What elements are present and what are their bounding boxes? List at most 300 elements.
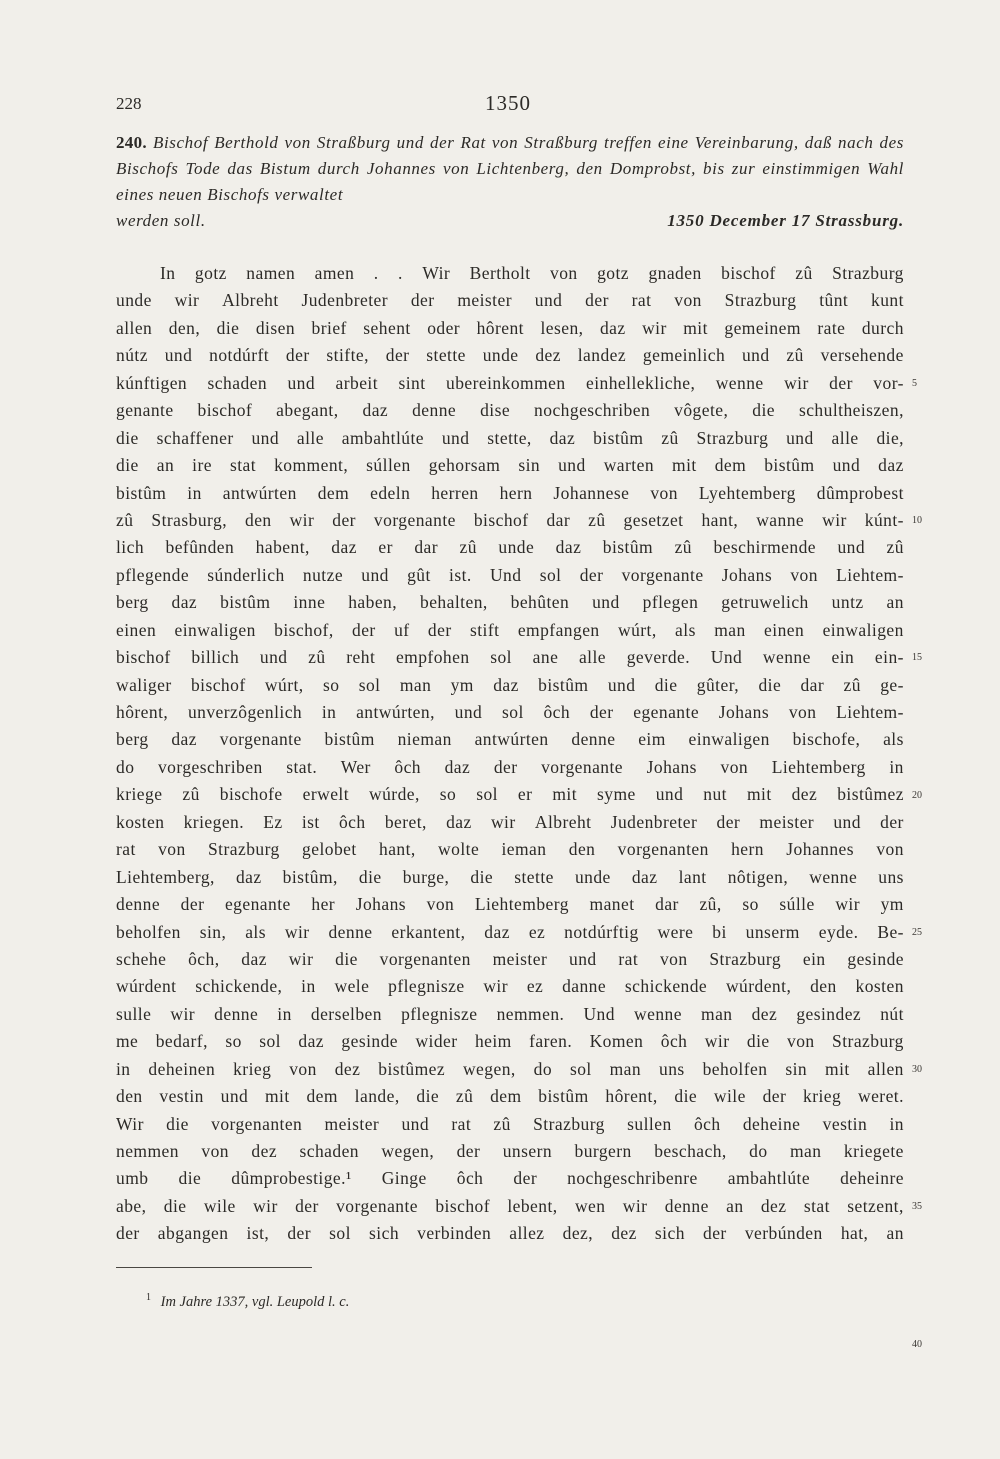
word: nôtigen, — [727, 866, 789, 887]
word: pflegende — [116, 564, 190, 585]
word: ôch — [543, 702, 571, 722]
word: in — [277, 1003, 292, 1024]
word: so — [225, 1031, 242, 1052]
word: umb — [116, 1168, 149, 1189]
word: zû — [786, 345, 804, 366]
word: gût — [407, 564, 431, 585]
word: súllen — [366, 455, 411, 476]
word: gesindez — [796, 1003, 862, 1024]
text-line — [116, 1138, 904, 1165]
word: dar — [546, 509, 571, 530]
word: Johans — [721, 564, 773, 585]
word: untz — [831, 592, 864, 613]
word: heim — [474, 1031, 512, 1052]
word: wir — [170, 1003, 196, 1024]
word: Strazburg — [832, 263, 904, 283]
text-line — [116, 919, 904, 946]
word: Strazburg — [533, 1113, 605, 1134]
word: bistûm — [764, 455, 815, 476]
word: einen — [116, 619, 157, 640]
word: an — [156, 455, 175, 476]
word: Liehtem- — [836, 702, 904, 722]
word: lande, — [354, 1086, 400, 1107]
word: wir — [253, 1195, 278, 1216]
word: do — [533, 1058, 553, 1079]
word: genante — [116, 400, 174, 421]
word: eim — [638, 729, 666, 750]
word: nochgeschribenre — [567, 1168, 698, 1189]
word: an — [726, 1195, 744, 1216]
word: hôrent — [476, 317, 524, 338]
word: uns — [878, 866, 904, 887]
text-line — [116, 973, 904, 1000]
word: danne — [562, 976, 607, 997]
word: bistûmez — [378, 1058, 446, 1079]
word: die — [654, 674, 678, 695]
charter-text — [116, 260, 904, 1248]
word: stette, — [487, 427, 532, 448]
word: verbinden — [417, 1223, 492, 1244]
word: dem — [714, 455, 747, 476]
word: daz — [493, 674, 519, 695]
word: nieman — [397, 729, 452, 750]
word: in — [116, 1058, 131, 1079]
word: bistûm — [220, 592, 271, 613]
word: vor- — [873, 372, 904, 393]
word: unsern — [502, 1141, 553, 1161]
word: ubereinkommen — [446, 372, 566, 393]
word: Und — [583, 1003, 615, 1024]
word: dez — [791, 784, 818, 805]
word: notdúrftig — [564, 921, 639, 942]
word: Albreht — [222, 290, 279, 311]
word: die — [166, 1113, 189, 1134]
word: egenante — [224, 894, 291, 915]
word: der — [493, 756, 518, 777]
word: wegen, — [462, 1058, 516, 1079]
word: von — [674, 290, 702, 311]
word: wir — [490, 811, 516, 832]
text-line — [116, 342, 904, 369]
word: beholfen — [116, 921, 181, 942]
regest-summary-end: werden soll. — [116, 211, 206, 230]
word: und — [441, 427, 470, 448]
word: zû — [674, 537, 692, 558]
word: lant — [678, 866, 707, 887]
word: durch — [861, 317, 904, 338]
word: nemmen. — [496, 1003, 565, 1024]
text-line — [116, 1111, 904, 1138]
word: dûmprobestige.¹ — [231, 1168, 352, 1189]
word: weret. — [857, 1086, 904, 1107]
word: antwúrten — [474, 729, 549, 750]
word: kosten — [116, 811, 165, 832]
word: ym — [880, 894, 904, 915]
word: und — [569, 948, 597, 969]
word: empfangen — [517, 619, 600, 640]
word: Ez — [263, 811, 283, 832]
word: antwúrten, — [356, 702, 435, 722]
word: sullen — [627, 1113, 672, 1134]
footnote-mark: 1 — [146, 1292, 151, 1303]
word: vorgenanten — [617, 839, 709, 860]
word: berg — [116, 592, 149, 613]
word: wir — [622, 1195, 648, 1216]
text-line — [116, 946, 904, 973]
word: ein — [831, 647, 855, 668]
word: dar — [414, 537, 439, 558]
text-line — [116, 260, 904, 287]
word: ire — [192, 455, 212, 476]
word: derselben — [310, 1003, 382, 1024]
word: und — [607, 674, 636, 695]
word: von — [876, 839, 904, 860]
word: Johans — [355, 894, 407, 915]
word: wenne — [715, 372, 764, 393]
margin-line-number: 30 — [912, 1064, 922, 1076]
word: in — [321, 702, 337, 722]
word: unde — [574, 866, 611, 887]
word: von — [788, 702, 817, 722]
word: und — [558, 455, 586, 476]
word: allen — [867, 1058, 904, 1079]
word: bistûm — [538, 674, 589, 695]
word: und — [786, 427, 814, 448]
word: wir — [704, 1031, 730, 1052]
word: do — [116, 756, 135, 777]
word: lebent, — [507, 1195, 558, 1216]
word: In — [160, 263, 176, 283]
text-line — [116, 1220, 904, 1247]
word: die — [470, 866, 494, 887]
text-line — [116, 781, 904, 808]
word: zû — [886, 537, 904, 558]
word: notdúrft — [209, 345, 270, 366]
word: do — [749, 1141, 768, 1161]
word: hôrent, — [116, 702, 169, 722]
word: ez — [526, 976, 544, 997]
word: in — [187, 482, 202, 503]
word: befûnden — [165, 537, 235, 558]
word: ist, — [246, 1223, 270, 1244]
text-line — [116, 1028, 904, 1055]
word: Strazburg — [696, 427, 769, 448]
text-line — [116, 287, 904, 314]
word: Johannes — [786, 839, 855, 860]
word: wegen, — [381, 1141, 435, 1161]
word: zû — [843, 674, 861, 695]
word: ambahtlúte — [727, 1168, 811, 1189]
margin-line-number: 35 — [912, 1201, 922, 1213]
word: daz — [444, 756, 471, 777]
word: Strazburg — [207, 839, 280, 860]
word: und — [259, 647, 288, 668]
word: allez — [509, 1223, 545, 1244]
word: ôch — [456, 1168, 484, 1189]
word: die — [178, 1168, 202, 1189]
word: kriegen. — [183, 811, 245, 832]
word: rate — [817, 317, 846, 338]
word: sol — [476, 784, 498, 805]
word: bischof — [435, 1195, 491, 1216]
word: beret, — [384, 811, 427, 832]
word: dez — [760, 1195, 787, 1216]
word: gesetzet — [623, 509, 684, 530]
word: man — [701, 1003, 733, 1024]
word: und — [251, 427, 280, 448]
word: waliger — [116, 674, 172, 695]
word: als — [675, 619, 696, 640]
word: mit — [746, 784, 772, 805]
word: vorgenante — [621, 564, 704, 585]
word: die — [746, 1031, 770, 1052]
word: von — [550, 263, 578, 283]
word: dar — [655, 894, 679, 915]
word: die — [358, 866, 382, 887]
text-line — [116, 315, 904, 342]
word: Bertholt — [469, 263, 531, 283]
word: wenne — [762, 647, 811, 668]
word: Liehtemberg, — [116, 866, 215, 887]
word: nutze — [302, 564, 344, 585]
text-line — [116, 1001, 904, 1028]
word: ane — [532, 647, 559, 668]
word: manet — [589, 894, 635, 915]
word: bistûm — [324, 729, 375, 750]
text-line — [116, 589, 904, 616]
word: meister — [324, 1113, 380, 1134]
word: Johannese — [553, 482, 630, 503]
word: zû — [182, 784, 200, 805]
word: daz — [446, 811, 472, 832]
word: daz — [599, 317, 626, 338]
word: sulle — [116, 1003, 152, 1024]
word: bischof, — [274, 619, 334, 640]
word: der — [716, 811, 741, 832]
word: abegant, — [276, 400, 339, 421]
text-line — [116, 534, 904, 561]
word: den — [810, 976, 837, 997]
word: deheinen — [148, 1058, 216, 1079]
word: vestin — [822, 1113, 868, 1134]
word: daz — [549, 427, 576, 448]
word: der — [116, 1223, 140, 1244]
word: die — [674, 1086, 698, 1107]
word: gotz — [194, 263, 227, 283]
word: mit — [825, 1058, 850, 1079]
word: ieman — [501, 839, 547, 860]
word: schehe — [116, 948, 167, 969]
word: dem — [490, 1086, 522, 1107]
word: Liehtem- — [836, 564, 904, 585]
word: wir — [642, 317, 667, 338]
word: amen — [314, 263, 355, 283]
word: Albreht — [534, 811, 592, 832]
word: kriege — [116, 784, 163, 805]
word: der — [287, 1223, 312, 1244]
word: der — [332, 509, 356, 530]
text-line — [116, 672, 904, 699]
word: sol — [539, 564, 562, 585]
word: wele — [334, 976, 370, 997]
word: wir — [784, 372, 809, 393]
word: edeln — [370, 482, 411, 503]
text-line — [116, 370, 904, 397]
word: kosten — [855, 976, 904, 997]
word: Liehtemberg — [771, 756, 866, 777]
word: dez — [751, 1003, 778, 1024]
word: in — [301, 976, 316, 997]
text-line — [116, 617, 904, 644]
word: und — [287, 372, 316, 393]
word: wenne — [634, 1003, 682, 1024]
word: landez — [577, 345, 627, 366]
word: nochgeschriben — [534, 400, 651, 421]
word: ein- — [874, 647, 904, 668]
word: me — [116, 1031, 139, 1052]
word: der — [880, 811, 904, 832]
word: dez — [611, 1223, 637, 1244]
year-heading: 1350 — [485, 91, 531, 115]
word: sol — [259, 1031, 281, 1052]
word: den — [245, 509, 272, 530]
word: gûter, — [696, 674, 740, 695]
word: der — [589, 702, 614, 722]
regest-tail — [116, 208, 904, 234]
word: einen — [764, 619, 805, 640]
word: die — [216, 317, 240, 338]
word: Strazburg — [832, 1031, 904, 1052]
word: ez — [528, 921, 546, 942]
word: sol — [490, 647, 512, 668]
word: habent, — [255, 537, 310, 558]
word: stat — [803, 1195, 830, 1216]
word: zû — [116, 509, 134, 530]
word: mit — [672, 455, 697, 476]
word: in — [889, 756, 904, 777]
word: burgern — [574, 1141, 632, 1161]
word: schaden — [207, 372, 268, 393]
word: wúrt, — [264, 674, 304, 695]
regest-summary: Bischof Berthold von Straßburg und der Rat von Straßburg treffen eine Vereinbarung, daß nach des Bischofs Tode das Bistum durch Johannes von Lichtenberg, den Domprobst, bis zur einstimmigen Wahl eines neuen Bischofs verwaltet — [116, 133, 904, 204]
word: von — [289, 1058, 317, 1079]
word: und — [361, 564, 389, 585]
word: wir — [835, 894, 860, 915]
word: so — [742, 894, 759, 915]
word: gemeinlich — [642, 345, 726, 366]
word: ein — [802, 948, 826, 969]
word: súlle — [779, 894, 815, 915]
text-line — [116, 726, 904, 753]
word: der — [585, 290, 609, 311]
word: egenante — [633, 702, 700, 722]
word: wúrdent, — [725, 976, 792, 997]
word: ôch — [394, 756, 422, 777]
word: bischof — [473, 509, 529, 530]
text-line — [116, 699, 904, 726]
word: man — [714, 619, 746, 640]
word: vorgenante — [541, 756, 624, 777]
word: daz — [331, 537, 357, 558]
word: wanne — [756, 509, 805, 530]
word: uf — [394, 619, 410, 640]
word: bischofe — [219, 784, 283, 805]
word: und — [741, 345, 770, 366]
word: der — [180, 894, 205, 915]
word: Strazburg — [709, 948, 782, 969]
word: und — [655, 784, 684, 805]
word: sol — [569, 1058, 592, 1079]
word: dez — [251, 1141, 278, 1161]
word: der — [410, 290, 435, 311]
margin-line-number: 5 — [912, 377, 917, 389]
word: deheinre — [840, 1168, 904, 1189]
word: bischof — [197, 400, 253, 421]
word: Johans — [646, 756, 697, 777]
word: schaden — [299, 1141, 359, 1161]
word: und — [833, 811, 861, 832]
word: rat — [618, 948, 639, 969]
footnote — [146, 1292, 349, 1311]
word: namen — [246, 263, 296, 283]
word: von — [659, 948, 688, 969]
word: und — [220, 1086, 249, 1107]
word: man — [399, 674, 432, 695]
word: nútz — [116, 345, 148, 366]
word: arbeit — [335, 372, 379, 393]
word: von — [650, 482, 678, 503]
word: rat — [116, 839, 136, 860]
word: Und — [489, 564, 522, 585]
margin-line-number: 25 — [912, 926, 922, 938]
word: gehorsam — [428, 455, 501, 476]
word: Strazburg — [724, 290, 797, 311]
word: mit — [552, 784, 578, 805]
word: bischof — [721, 263, 776, 283]
word: dar — [800, 674, 825, 695]
word: ist — [301, 811, 320, 832]
word: daz — [631, 866, 658, 887]
text-line — [116, 891, 904, 918]
word: einhellekliche, — [586, 372, 696, 393]
footnote-divider — [116, 1267, 312, 1268]
word: der — [427, 619, 452, 640]
word: und — [164, 345, 193, 366]
word: an — [886, 592, 904, 613]
word: gelobet — [302, 839, 357, 860]
text-line — [116, 480, 904, 507]
word: rat — [451, 1113, 472, 1134]
word: kúnt- — [864, 509, 904, 530]
word: und — [401, 1113, 430, 1134]
word: bistûm, — [282, 866, 338, 887]
word: der — [829, 372, 853, 393]
word: von — [201, 1141, 229, 1161]
word: wir — [284, 921, 310, 942]
word: wile — [713, 1086, 746, 1107]
word: vorgenanten — [211, 1113, 303, 1134]
word: stette — [426, 345, 466, 366]
word: gesinde — [847, 948, 904, 969]
word: ist. — [449, 564, 472, 585]
word: schaffener — [156, 427, 234, 448]
word: der — [285, 345, 310, 366]
word: schickende, — [195, 976, 283, 997]
word: vorgeschriben — [157, 756, 263, 777]
word: denne — [214, 1003, 259, 1024]
word: denne — [328, 921, 373, 942]
word: ôch — [338, 811, 366, 832]
